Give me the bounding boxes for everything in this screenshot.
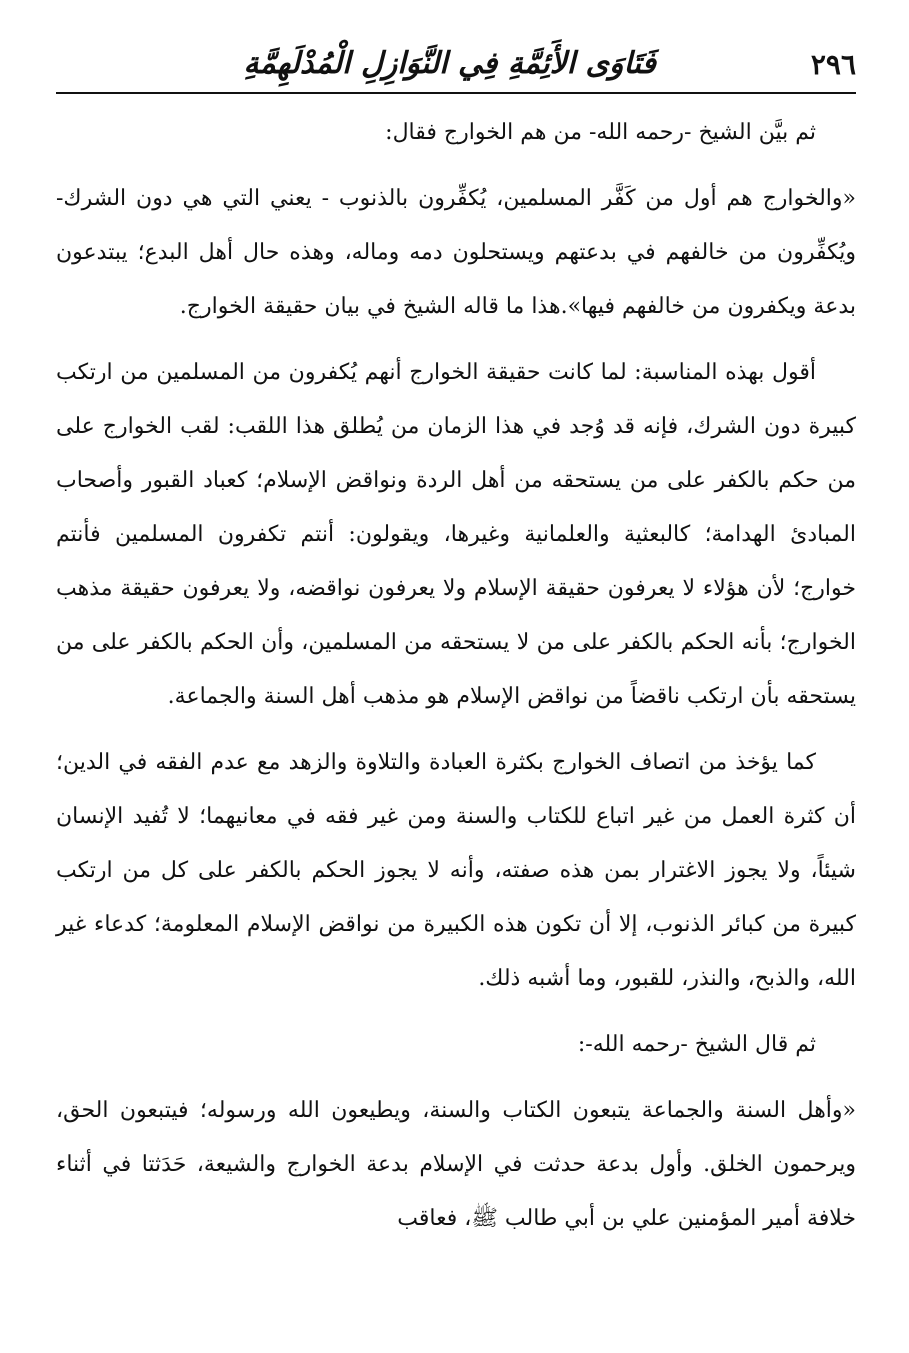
page-body <box>56 106 856 1246</box>
paragraph-intro: ثم بيَّن الشيخ -رحمه الله- من هم الخوارج فقال: <box>385 120 816 145</box>
paragraph-quote-khawarij: «والخوارج هم أول من كَفَّر المسلمين، يُكفِّرون بالذنوب - يعني التي هي دون الشرك- ويُكفِّرون من خالفهم في بدعتهم ويستحلون دمه وماله، وهذه حال أهل البدع؛ يبتدعون بدعة ويكفرون من خالفهم فيها».هذا ما قاله الشيخ في بيان حقيقة الخوارج. <box>56 186 856 319</box>
page-number: ٢٩٦ <box>810 48 856 81</box>
paragraph-quote-ahl-sunnah: «وأهل السنة والجماعة يتبعون الكتاب والسنة، ويطيعون الله ورسوله؛ فيتبعون الحق، ويرحمون الخلق. وأول بدعة حدثت في الإسلام بدعة الخوارج والشيعة، حَدَثتا في أثناء خلافة أمير المؤمنين علي بن أبي طالب ﷺ، فعاقب <box>56 1098 856 1231</box>
paragraph-commentary-2: كما يؤخذ من اتصاف الخوارج بكثرة العبادة والتلاوة والزهد مع عدم الفقه في الدين؛ أن كثرة العمل من غير اتباع للكتاب والسنة ومن غير فقه في معانيهما؛ لا تُفيد الإنسان شيئاً، ولا يجوز الاغترار بمن هذه صفته، وأنه لا يجوز الحكم بالكفر على كل من ارتكب كبيرة من كبائر الذنوب، إلا أن تكون هذه الكبيرة من نواقض الإسلام المعلومة؛ كدعاء غير الله، والذبح، والنذر، للقبور، وما أشبه ذلك. <box>56 750 857 991</box>
page-header <box>56 40 856 94</box>
book-page <box>56 40 856 1330</box>
running-title: فَتَاوَى الأَئِمَّةِ فِي النَّوَازِلِ الْمُدْلَهِمَّةِ <box>243 46 656 81</box>
paragraph-commentary-1: أقول بهذه المناسبة: لما كانت حقيقة الخوارج أنهم يُكفرون من المسلمين من ارتكب كبيرة دون الشرك، فإنه قد وُجد في هذا الزمان من يُطلق هذا اللقب: لقب الخوارج على من حكم بالكفر على من يستحقه من أهل الردة ونواقض الإسلام؛ كعباد القبور وأصحاب المبادئ الهدامة؛ كالبعثية والعلمانية وغيرها، ويقولون: أنتم تكفرون المسلمين فأنتم خوارج؛ لأن هؤلاء لا يعرفون حقيقة الإسلام ولا يعرفون نواقضه، ولا يعرفون حقيقة مذهب الخوارج؛ بأنه الحكم بالكفر على من لا يستحقه من المسلمين، وأن الحكم بالكفر على من يستحقه بأن ارتكب ناقضاً من نواقض الإسلام هو مذهب أهل السنة والجماعة. <box>56 360 857 709</box>
paragraph-sheikh-said: ثم قال الشيخ -رحمه الله-: <box>577 1032 816 1057</box>
